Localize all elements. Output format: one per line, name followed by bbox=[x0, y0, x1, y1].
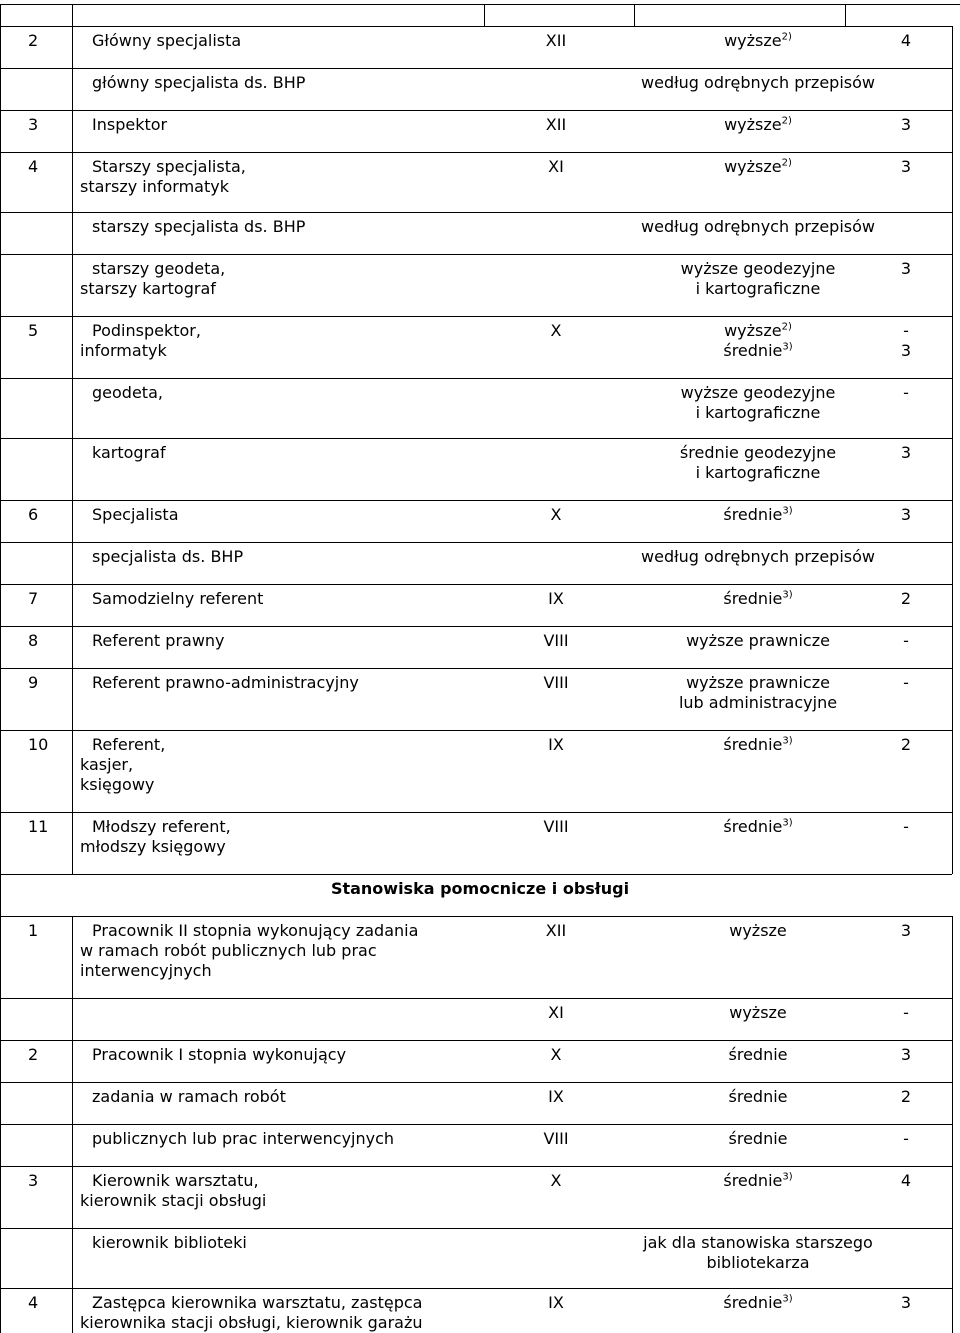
row-divider bbox=[0, 212, 952, 213]
column-divider bbox=[72, 668, 73, 730]
column-divider bbox=[72, 730, 73, 812]
position-name: Kierownik warsztatu, bbox=[92, 1171, 259, 1190]
row-divider bbox=[0, 316, 952, 317]
experience-years: - bbox=[903, 673, 909, 692]
column-divider bbox=[72, 26, 73, 68]
column-divider bbox=[72, 1228, 73, 1288]
column-divider bbox=[72, 110, 73, 152]
experience-years: 2 bbox=[900, 735, 912, 754]
column-divider bbox=[845, 4, 846, 26]
row-divider bbox=[0, 500, 952, 501]
position-name: Referent prawny bbox=[92, 631, 225, 650]
salary-category: X bbox=[550, 321, 562, 340]
column-divider bbox=[72, 542, 73, 584]
row-number: 3 bbox=[28, 115, 39, 134]
column-divider bbox=[72, 1082, 73, 1124]
salary-category: IX bbox=[548, 1087, 564, 1106]
education-requirement: jak dla stanowiska starszego bbox=[643, 1233, 873, 1252]
experience-years: 3 bbox=[900, 157, 912, 176]
row-divider bbox=[0, 626, 952, 627]
education-requirement: wyższe$^{2)}$ bbox=[724, 115, 792, 134]
experience-years: 3 bbox=[900, 921, 912, 940]
position-name: interwencyjnych bbox=[80, 961, 212, 980]
column-divider bbox=[72, 378, 73, 438]
experience-years: 4 bbox=[900, 31, 912, 50]
column-divider bbox=[72, 4, 73, 26]
position-name: kasjer, bbox=[80, 755, 134, 774]
row-divider bbox=[0, 584, 952, 585]
education-requirement: średnie bbox=[728, 1129, 788, 1148]
position-name: Pracownik II stopnia wykonujący zadania bbox=[92, 921, 419, 940]
position-name: księgowy bbox=[80, 775, 155, 794]
position-name: kierownik stacji obsługi bbox=[80, 1191, 267, 1210]
education-requirement: średnie$^{3)}$ bbox=[723, 589, 793, 608]
row-number: 2 bbox=[28, 1045, 39, 1064]
salary-category: IX bbox=[548, 589, 564, 608]
education-requirement: według odrębnych przepisów bbox=[641, 547, 875, 566]
experience-years: - bbox=[903, 1003, 909, 1022]
position-name: Starszy specjalista, bbox=[92, 157, 246, 176]
footnote-marker: 3) bbox=[782, 505, 793, 517]
row-divider bbox=[0, 1288, 952, 1289]
footnote-marker: 2) bbox=[781, 115, 792, 127]
row-divider bbox=[0, 1228, 952, 1229]
education-requirement: średnie geodezyjne bbox=[679, 443, 837, 462]
education-requirement: średnie$^{3)}$ bbox=[723, 817, 793, 836]
education-requirement: według odrębnych przepisów bbox=[641, 217, 875, 236]
position-name: zadania w ramach robót bbox=[92, 1087, 286, 1106]
footnote-marker: 3) bbox=[782, 1293, 793, 1305]
education-requirement: średnie$^{3)}$ bbox=[723, 505, 793, 524]
salary-category: X bbox=[550, 1171, 562, 1190]
row-divider bbox=[0, 730, 952, 731]
salary-category: IX bbox=[548, 735, 564, 754]
salary-category: XII bbox=[545, 31, 567, 50]
salary-category: XI bbox=[548, 157, 564, 176]
education-requirement: wyższe prawnicze bbox=[686, 631, 830, 650]
position-name: starszy specjalista ds. BHP bbox=[92, 217, 306, 236]
row-number: 10 bbox=[28, 735, 49, 754]
experience-years: 3 bbox=[900, 1293, 912, 1312]
footnote-marker: 3) bbox=[782, 817, 793, 829]
row-divider bbox=[0, 916, 952, 917]
row-number: 5 bbox=[28, 321, 39, 340]
education-requirement: wyższe bbox=[729, 1003, 787, 1022]
experience-years: 3 bbox=[900, 115, 912, 134]
position-name: informatyk bbox=[80, 341, 167, 360]
education-requirement: średnie$^{3)}$ bbox=[723, 341, 793, 360]
column-divider bbox=[72, 1166, 73, 1228]
row-divider bbox=[0, 110, 952, 111]
row-number: 4 bbox=[28, 1293, 39, 1312]
education-requirement: bibliotekarza bbox=[706, 1253, 810, 1272]
position-name: Samodzielny referent bbox=[92, 589, 264, 608]
column-divider bbox=[72, 438, 73, 500]
row-divider bbox=[0, 668, 952, 669]
education-requirement: średnie$^{3)}$ bbox=[723, 1171, 793, 1190]
salary-category: X bbox=[550, 1045, 562, 1064]
column-divider bbox=[72, 1040, 73, 1082]
education-requirement: i kartograficzne bbox=[695, 403, 821, 422]
section-heading: Stanowiska pomocnicze i obsługi bbox=[330, 879, 630, 898]
row-divider bbox=[0, 1166, 952, 1167]
row-divider bbox=[0, 542, 952, 543]
row-divider bbox=[0, 68, 952, 69]
position-name: starszy informatyk bbox=[80, 177, 229, 196]
footnote-marker: 3) bbox=[782, 1171, 793, 1183]
row-divider bbox=[0, 26, 952, 27]
position-name: starszy kartograf bbox=[80, 279, 216, 298]
column-divider bbox=[72, 316, 73, 378]
experience-years: 2 bbox=[900, 589, 912, 608]
row-number: 2 bbox=[28, 31, 39, 50]
education-requirement: średnie$^{3)}$ bbox=[723, 735, 793, 754]
education-requirement: wyższe geodezyjne bbox=[680, 259, 836, 278]
footnote-marker: 2) bbox=[781, 31, 792, 43]
row-divider bbox=[0, 4, 960, 5]
position-name: geodeta, bbox=[92, 383, 163, 402]
column-divider bbox=[72, 916, 73, 998]
position-name: Specjalista bbox=[92, 505, 179, 524]
column-divider bbox=[72, 584, 73, 626]
experience-years: 3 bbox=[900, 505, 912, 524]
education-requirement: średnie bbox=[728, 1045, 788, 1064]
column-divider bbox=[72, 500, 73, 542]
position-name: Pracownik I stopnia wykonujący bbox=[92, 1045, 347, 1064]
education-requirement: i kartograficzne bbox=[695, 279, 821, 298]
row-divider bbox=[0, 1040, 952, 1041]
experience-years: 3 bbox=[900, 341, 912, 360]
salary-category: X bbox=[550, 505, 562, 524]
experience-years: - bbox=[903, 631, 909, 650]
row-number: 6 bbox=[28, 505, 39, 524]
position-name: główny specjalista ds. BHP bbox=[92, 73, 306, 92]
position-name: młodszy księgowy bbox=[80, 837, 226, 856]
position-name: w ramach robót publicznych lub prac bbox=[80, 941, 377, 960]
row-divider bbox=[0, 378, 952, 379]
position-name: publicznych lub prac interwencyjnych bbox=[92, 1129, 395, 1148]
footnote-marker: 2) bbox=[781, 321, 792, 333]
experience-years: 4 bbox=[900, 1171, 912, 1190]
row-divider bbox=[0, 998, 952, 999]
education-requirement: wyższe$^{2)}$ bbox=[724, 321, 792, 340]
education-requirement: wyższe geodezyjne bbox=[680, 383, 836, 402]
experience-years: - bbox=[903, 321, 909, 340]
experience-years: 2 bbox=[900, 1087, 912, 1106]
footnote-marker: 2) bbox=[781, 157, 792, 169]
experience-years: 3 bbox=[900, 443, 912, 462]
row-divider bbox=[0, 812, 952, 813]
position-name: kartograf bbox=[92, 443, 166, 462]
salary-category: VIII bbox=[543, 673, 569, 692]
column-divider bbox=[72, 152, 73, 212]
experience-years: - bbox=[903, 383, 909, 402]
column-divider bbox=[72, 998, 73, 1040]
education-requirement: lub administracyjne bbox=[678, 693, 838, 712]
column-divider bbox=[72, 1288, 73, 1333]
salary-category: XI bbox=[548, 1003, 564, 1022]
position-name: Referent prawno-administracyjny bbox=[92, 673, 359, 692]
education-requirement: wyższe prawnicze bbox=[686, 673, 830, 692]
column-divider bbox=[72, 1124, 73, 1166]
salary-category: IX bbox=[548, 1293, 564, 1312]
footnote-marker: 3) bbox=[782, 589, 793, 601]
education-requirement: średnie$^{3)}$ bbox=[723, 1293, 793, 1312]
row-number: 11 bbox=[28, 817, 49, 836]
footnote-marker: 3) bbox=[782, 341, 793, 353]
row-divider bbox=[0, 1124, 952, 1125]
footnote-marker: 3) bbox=[782, 735, 793, 747]
position-name: Podinspektor, bbox=[92, 321, 201, 340]
column-divider bbox=[72, 68, 73, 110]
position-name: Referent, bbox=[92, 735, 166, 754]
column-divider bbox=[634, 4, 635, 26]
row-number: 8 bbox=[28, 631, 39, 650]
position-name: Inspektor bbox=[92, 115, 168, 134]
row-divider bbox=[0, 1082, 952, 1083]
position-name: starszy geodeta, bbox=[92, 259, 226, 278]
position-name: Zastępca kierownika warsztatu, zastępca bbox=[92, 1293, 423, 1312]
experience-years: - bbox=[903, 817, 909, 836]
position-name: kierownika stacji obsługi, kierownik garażu bbox=[80, 1313, 423, 1332]
column-divider bbox=[484, 4, 485, 26]
column-divider bbox=[72, 212, 73, 254]
experience-years: - bbox=[903, 1129, 909, 1148]
row-number: 4 bbox=[28, 157, 39, 176]
salary-category: XII bbox=[545, 115, 567, 134]
position-name: Młodszy referent, bbox=[92, 817, 231, 836]
row-number: 7 bbox=[28, 589, 39, 608]
position-name: Główny specjalista bbox=[92, 31, 242, 50]
position-name: specjalista ds. BHP bbox=[92, 547, 244, 566]
education-requirement: średnie bbox=[728, 1087, 788, 1106]
education-requirement: wyższe$^{2)}$ bbox=[724, 157, 792, 176]
row-number: 3 bbox=[28, 1171, 39, 1190]
experience-years: 3 bbox=[900, 1045, 912, 1064]
column-divider bbox=[72, 812, 73, 874]
education-requirement: wyższe$^{2)}$ bbox=[724, 31, 792, 50]
salary-category: VIII bbox=[543, 817, 569, 836]
position-name: kierownik biblioteki bbox=[92, 1233, 247, 1252]
experience-years: 3 bbox=[900, 259, 912, 278]
education-requirement: wyższe bbox=[729, 921, 787, 940]
row-divider bbox=[0, 874, 952, 875]
row-number: 9 bbox=[28, 673, 39, 692]
column-divider bbox=[72, 626, 73, 668]
salary-category: VIII bbox=[543, 1129, 569, 1148]
row-divider bbox=[0, 152, 952, 153]
row-divider bbox=[0, 438, 952, 439]
column-divider bbox=[72, 254, 73, 316]
education-requirement: według odrębnych przepisów bbox=[641, 73, 875, 92]
row-number: 1 bbox=[28, 921, 39, 940]
salary-category: XII bbox=[545, 921, 567, 940]
education-requirement: i kartograficzne bbox=[695, 463, 821, 482]
salary-category: VIII bbox=[543, 631, 569, 650]
row-divider bbox=[0, 254, 952, 255]
